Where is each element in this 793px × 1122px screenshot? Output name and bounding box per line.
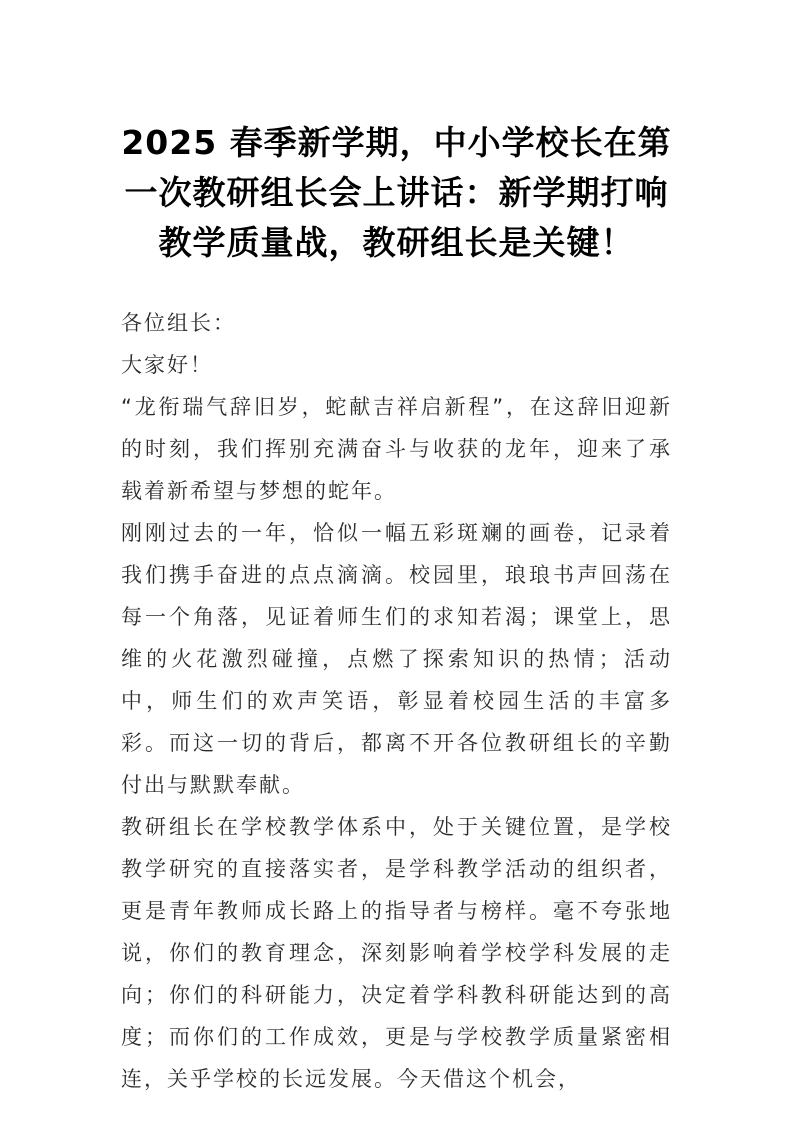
- body-paragraph-role-of-group-leaders: 教研组长在学校教学体系中，处于关键位置，是学校教学研究的直接落实者，是学科教学活动的组织者，更是青年教师成长路上的指导者与榜样。毫不夸张地说，你们的教育理念，深刻影响着学校学科发展的走向；你们的科研能力，决定着学科教科研能达到的高度；而你们的工作成效，更是与学校教学质量紧密相连，关乎学校的长远发展。今天借这个机会，: [121, 815, 672, 1091]
- salutation-paragraph: 各位组长：: [121, 311, 236, 335]
- greeting-paragraph: 大家好！: [121, 353, 213, 377]
- document-title: 2025 春季新学期，中小学校长在第一次教研组长会上讲话：新学期打响教学质量战，教研组长是关键！: [121, 123, 672, 262]
- body-paragraph-new-year: “龙衔瑞气辞旧岁，蛇献吉祥启新程”，在这辞旧迎新的时刻，我们挥别充满奋斗与收获的龙年，迎来了承载着新希望与梦想的蛇年。: [121, 395, 672, 503]
- body-paragraph-past-year-review: 刚刚过去的一年，恰似一幅五彩斑斓的画卷，记录着我们携手奋进的点点滴滴。校园里，琅琅书声回荡在每一个角落，见证着师生们的求知若渴；课堂上，思维的火花激烈碰撞，点燃了探索知识的热情；活动中，师生们的欢声笑语，彰显着校园生活的丰富多彩。而这一切的背后，都离不开各位教研组长的辛勤付出与默默奉献。: [121, 521, 672, 797]
